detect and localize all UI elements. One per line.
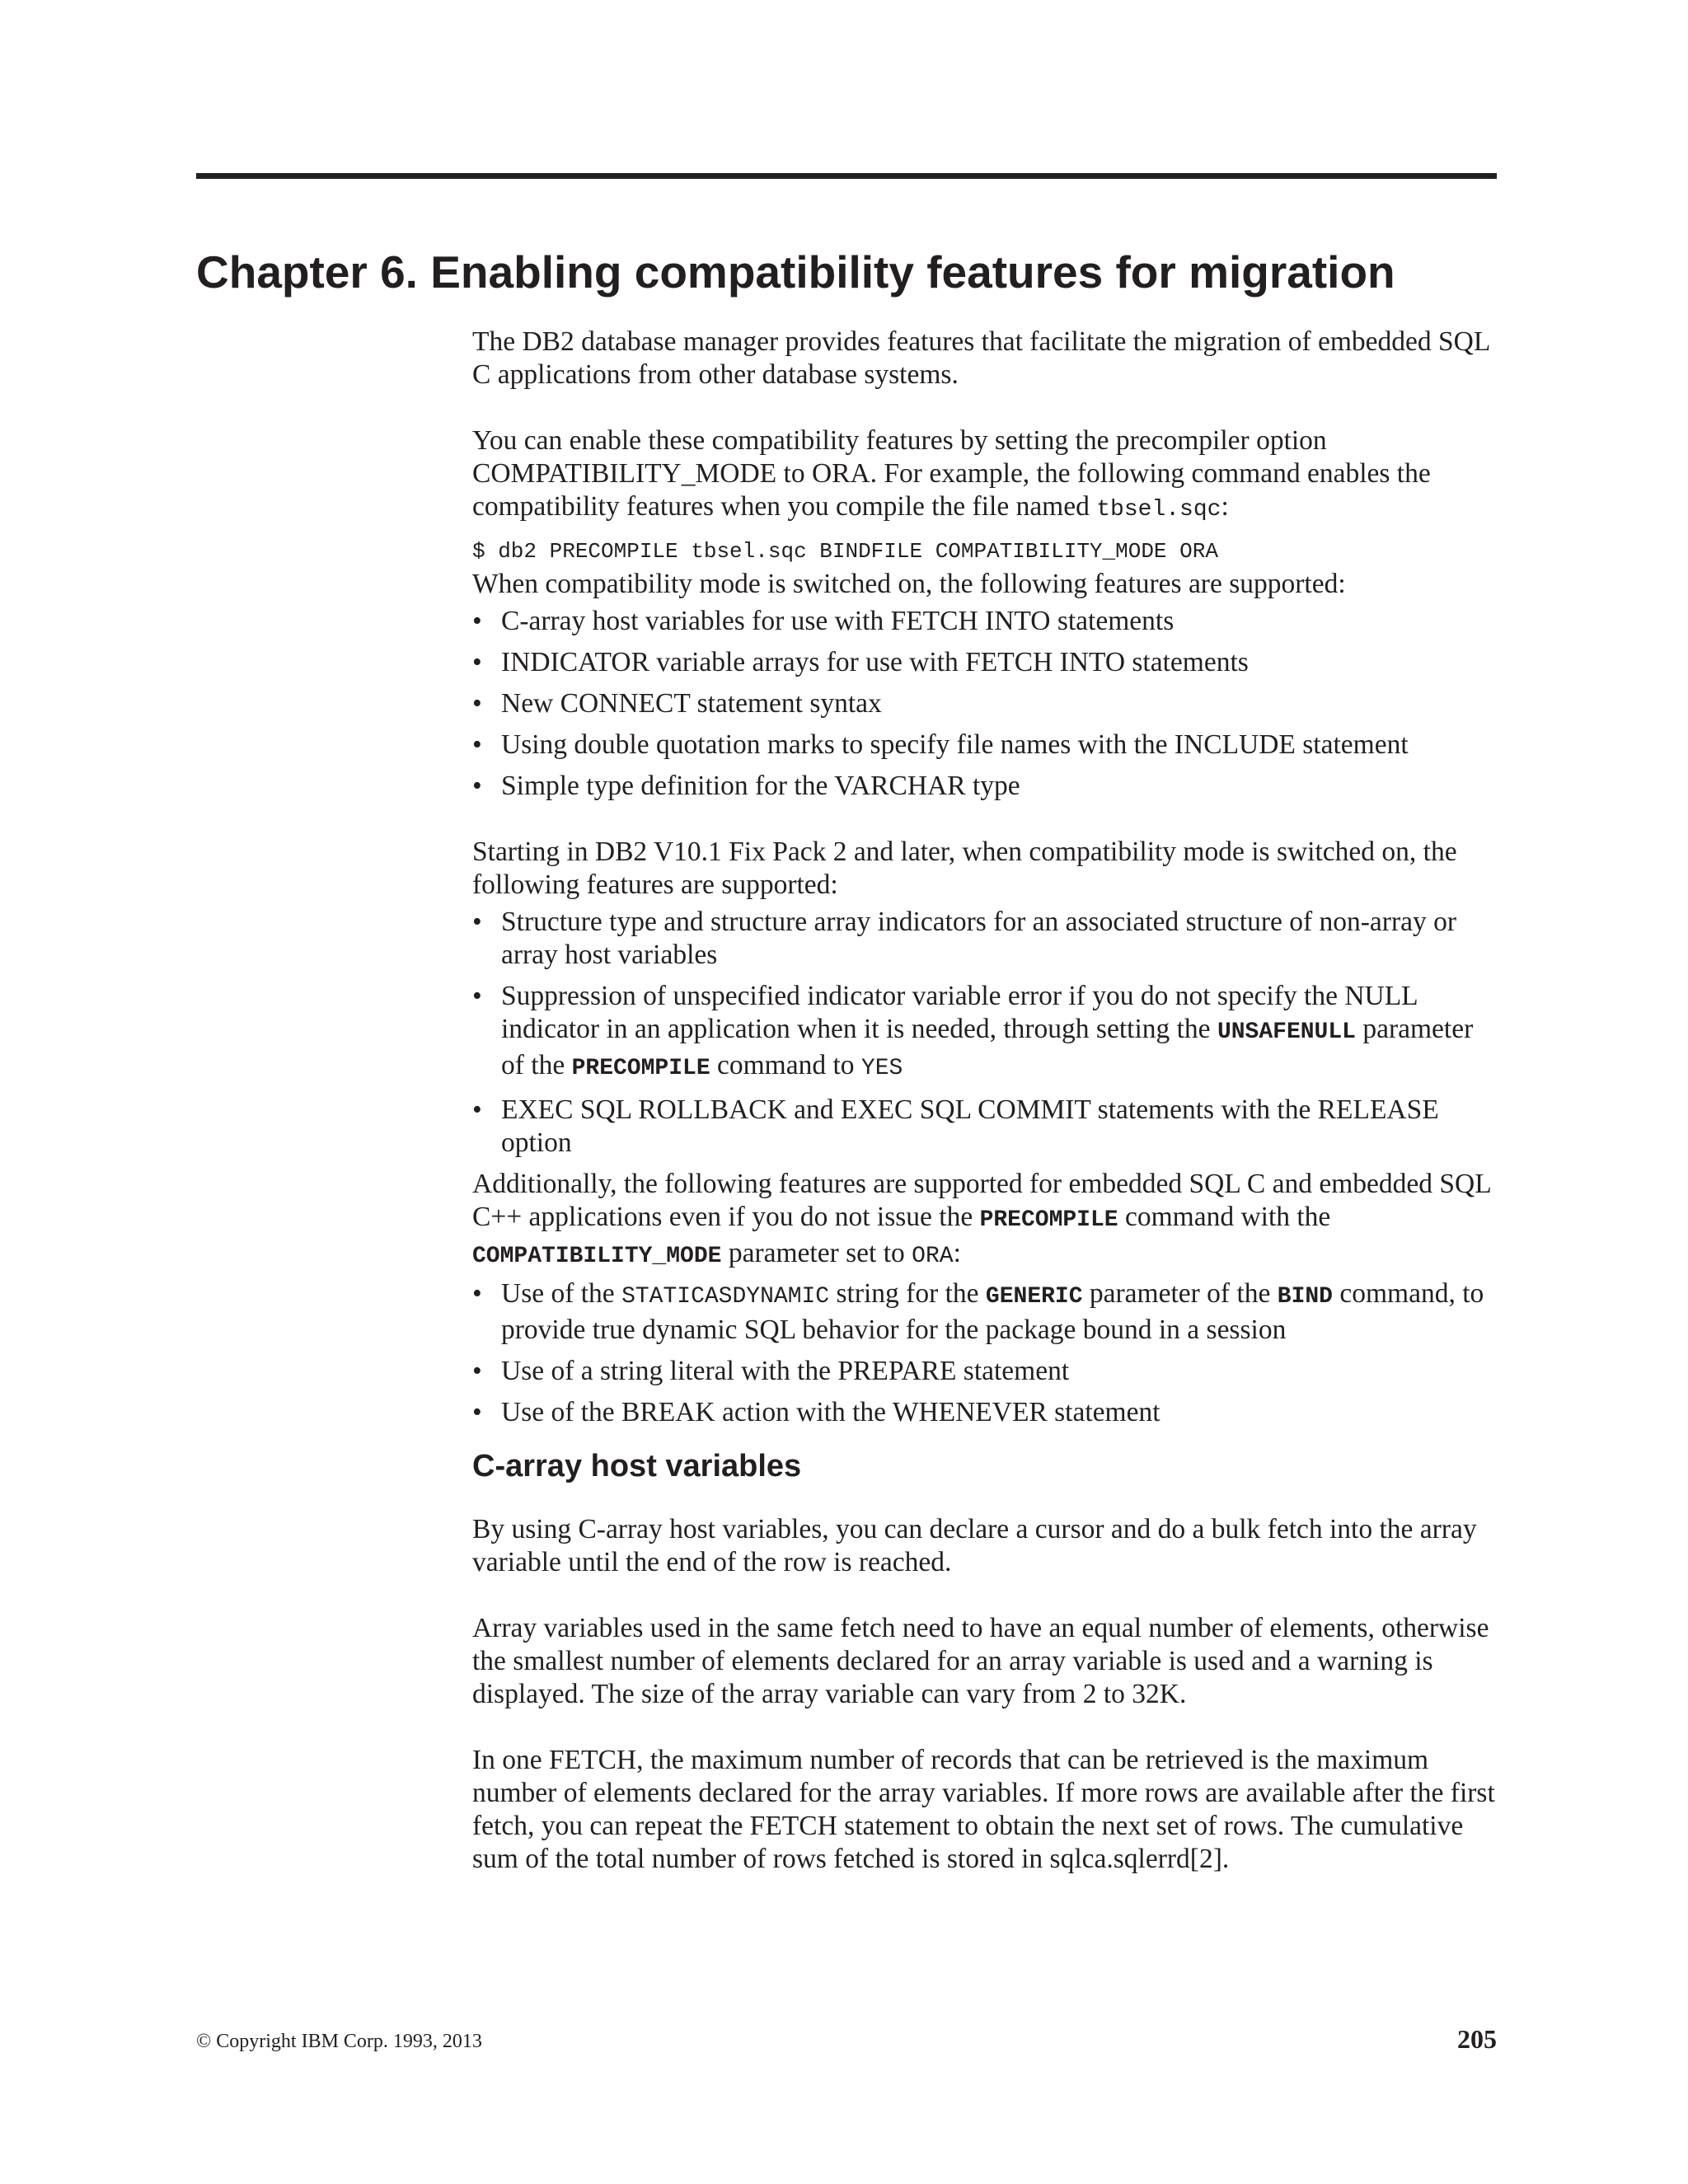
list-item: • Structure type and structure array indicators for an associated structure of non-array or array host variables (472, 907, 1457, 970)
list-item: • New CONNECT statement syntax (472, 688, 882, 719)
filename-code: tbsel.sqc (1096, 497, 1221, 523)
list-item: • C-array host variables for use with FETCH INTO statements (472, 606, 1175, 636)
list-item: • Suppression of unspecified indicator variable error if you do not specify the NULL indicator in an application when it is needed, through setting the UNSAFENULL parameter of the PRECOMPILE command to YES (472, 981, 1474, 1081)
staticasdynamic-string: STATICASDYNAMIC (621, 1284, 830, 1310)
enable-paragraph: You can enable these compatibility features by setting the precompiler option COMPATIBILITY_MODE to ORA. For example, the following command enables the compatibility features when you compile the file named tbsel.sqc: (472, 425, 1431, 523)
section-paragraph: By using C-array host variables, you can declare a cursor and do a bulk fetch into the array variable until the end of the row is reached. (472, 1514, 1477, 1577)
additional-paragraph: Additionally, the following features are supported for embedded SQL C and embedded SQL C++ applications even if you do not issue the PRECOMPILE command with the COMPATIBILITY_MODE parameter set to ORA: (472, 1169, 1491, 1269)
bullet: • (472, 1397, 482, 1427)
page-number: 205 (1457, 2024, 1497, 2054)
bullet: • (472, 729, 482, 760)
additional-list (472, 1277, 1503, 1429)
unsafenull-param: UNSAFENULL (1217, 1019, 1356, 1045)
precompile-command: PRECOMPILE (979, 1207, 1118, 1233)
command-example: $ db2 PRECOMPILE tbsel.sqc BINDFILE COMPATIBILITY_MODE ORA (472, 539, 1218, 564)
list-item: • Use of a string literal with the PREPARE statement (472, 1356, 1070, 1386)
bullet: • (472, 771, 482, 801)
precompile-command: PRECOMPILE (571, 1056, 710, 1081)
list-item: • INDICATOR variable arrays for use with FETCH INTO statements (472, 647, 1249, 677)
bullet: • (472, 606, 482, 636)
body-text (472, 326, 1503, 1876)
bullet: • (472, 1094, 482, 1125)
header-rule (196, 173, 1497, 179)
v101-intro: Starting in DB2 V10.1 Fix Pack 2 and later, when compatibility mode is switched on, the following features are supported: (472, 837, 1457, 900)
section-paragraph: Array variables used in the same fetch need to have an equal number of elements, otherwise the smallest number of elements declared for an array variable is used and a warning is displayed. The size of the array variable can vary from 2 to 32K. (472, 1613, 1489, 1709)
features-list (472, 605, 1503, 803)
bullet: • (472, 688, 482, 719)
bullet: • (472, 1278, 482, 1309)
list-item: • Use of the STATICASDYNAMIC string for the GENERIC parameter of the BIND command, to provide true dynamic SQL behavior for the package bound in a session (472, 1278, 1484, 1345)
section-paragraph: In one FETCH, the maximum number of records that can be retrieved is the maximum number of elements declared for the array variables. If more rows are available after the first fetch, you can repeat the FETCH statement to obtain the next set of rows. The cumulative sum of the total number of rows fetched is stored in sqlca.sqlerrd[2]. (472, 1745, 1495, 1874)
list-item: • Using double quotation marks to specify file names with the INCLUDE statement (472, 729, 1409, 760)
generic-param: GENERIC (985, 1284, 1083, 1310)
compatibility-mode-param: COMPATIBILITY_MODE (472, 1244, 722, 1269)
list-item: • Simple type definition for the VARCHAR type (472, 771, 1020, 801)
ora-value: ORA (912, 1244, 954, 1269)
yes-value: YES (860, 1056, 903, 1081)
bullet: • (472, 647, 482, 677)
chapter-title: Chapter 6. Enabling compatibility features for migration (196, 246, 1395, 298)
list-item: • EXEC SQL ROLLBACK and EXEC SQL COMMIT statements with the RELEASE option (472, 1094, 1439, 1158)
copyright-notice: © Copyright IBM Corp. 1993, 2013 (196, 2031, 482, 2052)
bullet: • (472, 907, 482, 937)
list-item: • Use of the BREAK action with the WHENEVER statement (472, 1397, 1160, 1427)
v101-list (472, 906, 1503, 1160)
bullet: • (472, 981, 482, 1011)
bullet: • (472, 1356, 482, 1386)
section-title: C-array host variables (472, 1449, 802, 1483)
bind-command: BIND (1277, 1284, 1333, 1310)
features-intro: When compatibility mode is switched on, the following features are supported: (472, 569, 1346, 599)
intro-paragraph: The DB2 database manager provides features that facilitate the migration of embedded SQL C applications from other database systems. (472, 326, 1490, 390)
